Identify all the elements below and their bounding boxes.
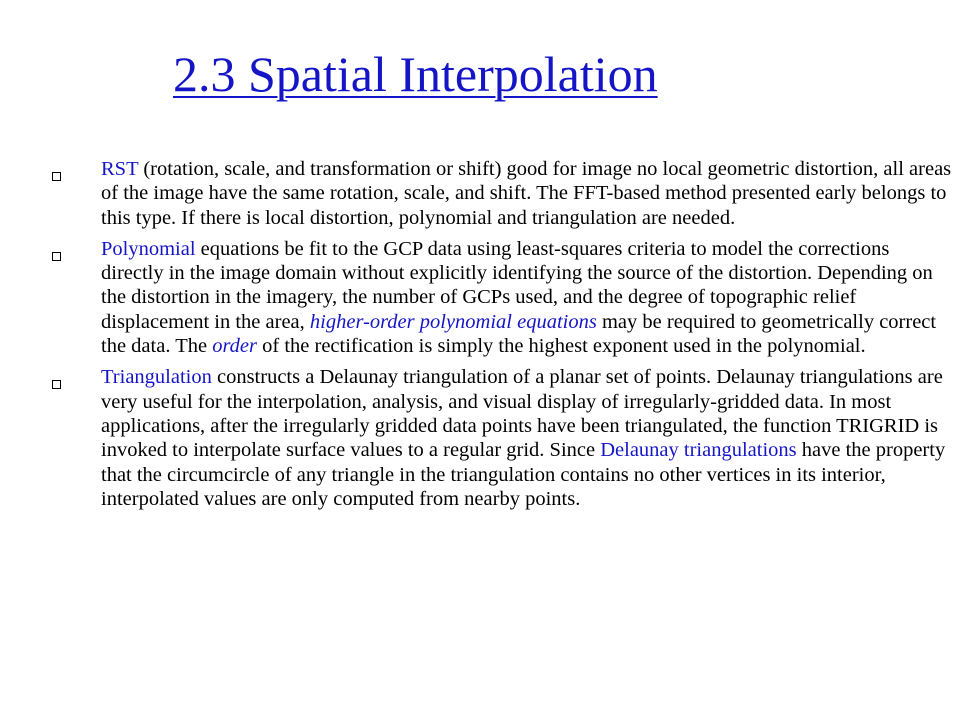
hollow-square-icon (52, 380, 61, 389)
bullet-triangulation-lead: Triangulation (101, 366, 212, 389)
bullet-polynomial-emphasis-1: higher-order polynomial equations (309, 310, 597, 333)
hollow-square-icon (52, 252, 61, 261)
bullet-polynomial-body-2: may be required to geometrically correct the data. The (101, 310, 937, 358)
bullet-polynomial-lead: Polynomial (101, 237, 196, 260)
bullet-polynomial-emphasis-2: order (212, 335, 257, 358)
bullet-rst (50, 157, 955, 230)
bullet-polynomial (50, 237, 955, 358)
bullet-triangulation (50, 365, 955, 511)
bullet-triangulation-body-1: constructs a Delaunay triangulation of a planar set of points. Delaunay triangulations are very useful for the interpolation, analysis, and visual display of irregularly-gridded data. In most applications, after the irregularly gridded data points have been triangulated, the function TRIGRID is invoked to interpolate surface values to a regular grid. Since (101, 366, 943, 462)
bullet-triangulation-highlight: Delaunay triangulations (600, 439, 797, 462)
bullet-list (50, 157, 955, 518)
bullet-polynomial-body-1: equations be fit to the GCP data using least-squares criteria to model the corrections directly in the image domain without explicitly identifying the source of the distortion. Depending on the distortion in the imagery, the number of GCPs used, and the degree of topographic relief displacement in the area, (101, 237, 933, 333)
bullet-triangulation-body-2: have the property that the circumcircle of any triangle in the triangulation contains no other vertices in its interior, interpolated values are only computed from nearby points. (101, 439, 946, 510)
bullet-triangulation-text (101, 365, 955, 511)
bullet-rst-lead: RST (101, 158, 139, 180)
bullet-rst-body: (rotation, scale, and transformation or shift) good for image no local geometric distortion, all areas of the image have the same rotation, scale, and shift. The FFT-based method presented early belongs to this type. If there is local distortion, polynomial and triangulation are needed. (101, 158, 952, 229)
bullet-polynomial-body-3: of the rectification is simply the highest exponent used in the polynomial. (257, 335, 866, 358)
bullet-rst-text (101, 157, 955, 230)
hollow-square-icon (52, 172, 61, 181)
slide-title: 2.3 Spatial Interpolation (173, 46, 658, 102)
bullet-polynomial-text (101, 237, 955, 358)
